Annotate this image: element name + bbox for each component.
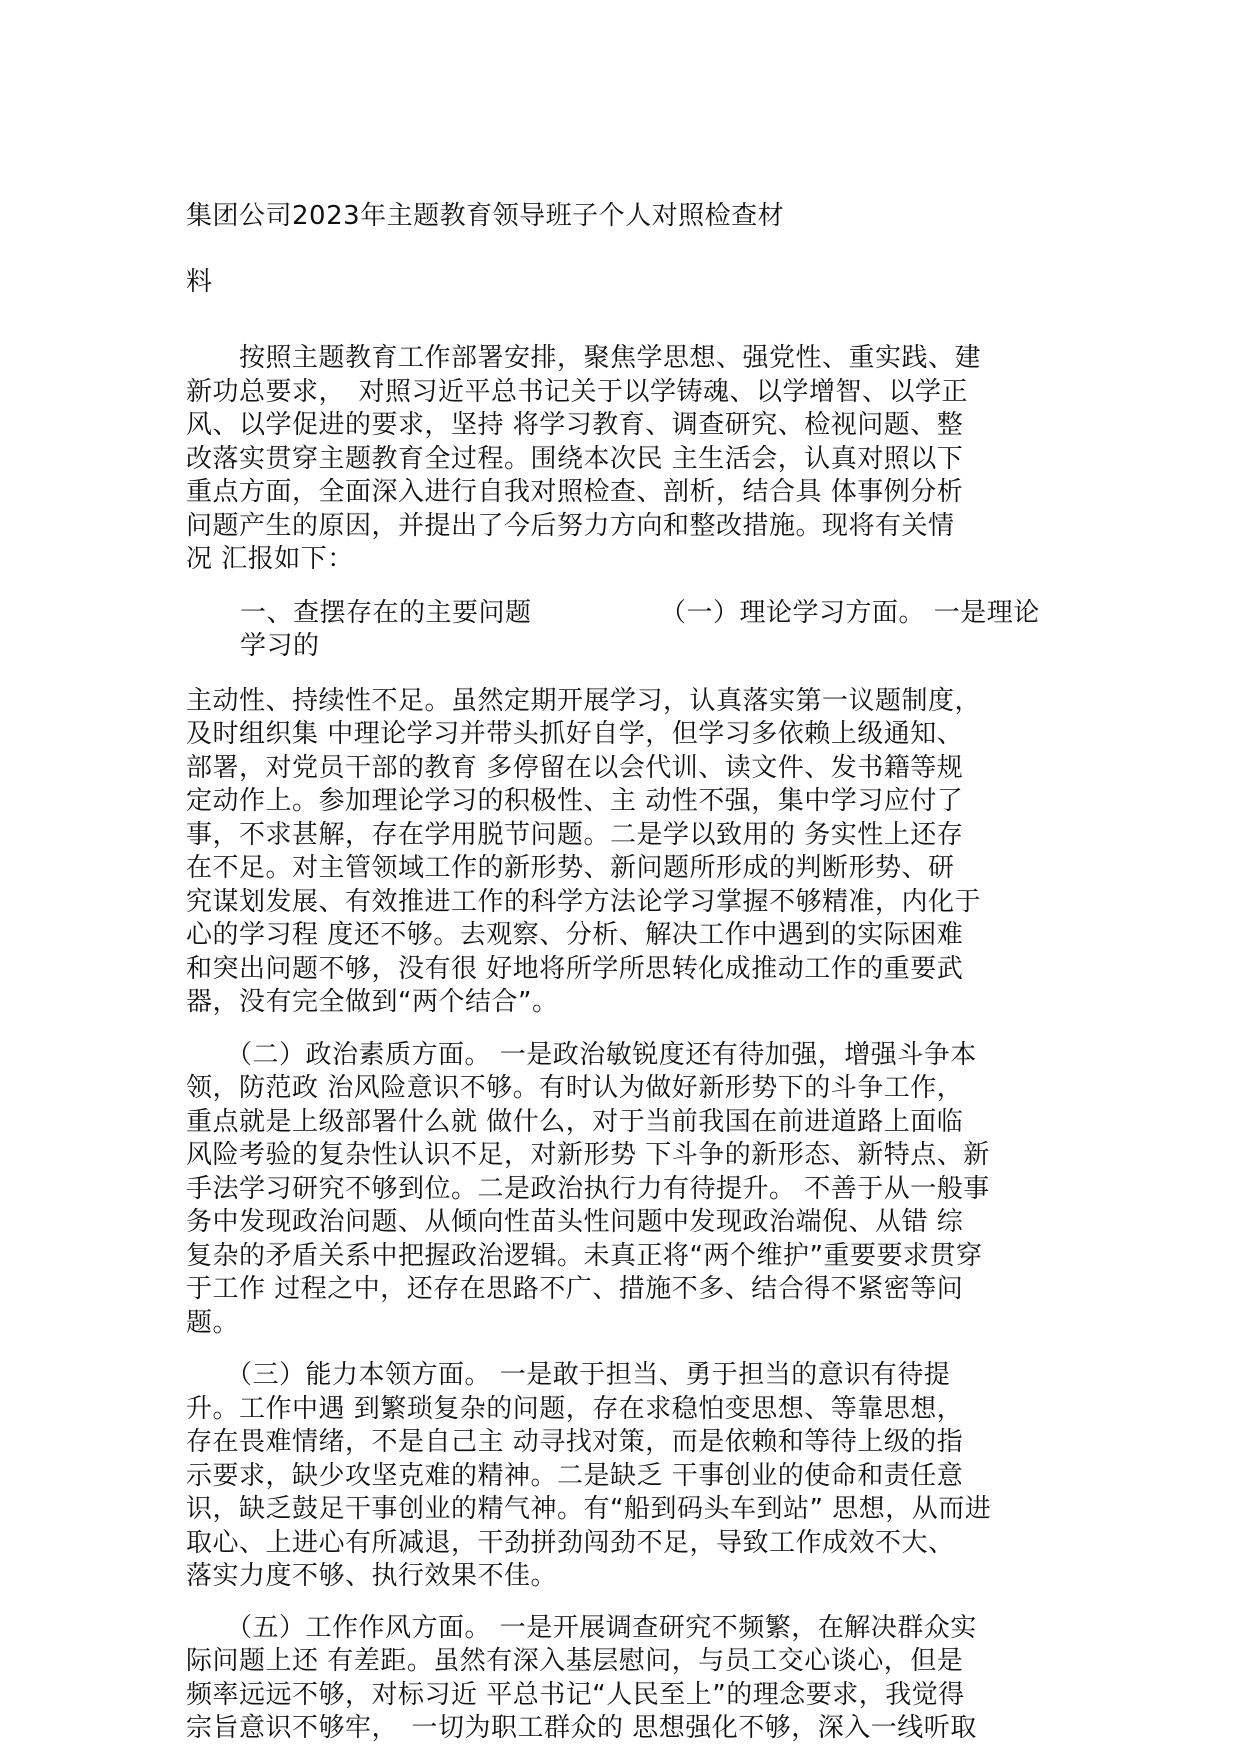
text-line: 领，防范政 治风险意识不够。有时认为做好新形势下的斗争工作， xyxy=(186,1073,964,1103)
text-line: 识，缺乏鼓足干事创业的精气神。有“船到码头车到站” 思想，从而进 xyxy=(186,1494,992,1524)
text-line: 升。工作中遇 到繁琐复杂的问题，存在求稳怕变思想、等靠思想， xyxy=(186,1393,964,1424)
text-line: 手法学习研究不够到位。二是政治执行力有待提升。 不善于从一般事 xyxy=(186,1173,990,1204)
text-line: 问题产生的原因，并提出了今后努力方向和整改措施。现将有关情 xyxy=(186,510,955,541)
text-line: 风、以学促进的要求，坚持 将学习教育、调查研究、检视问题、整 xyxy=(186,410,964,440)
text-line: 示要求，缺少攻坚克难的精神。二是缺乏 干事创业的使命和责任意 xyxy=(186,1460,964,1491)
text-line: 务中发现政治问题、从倾向性苗头性问题中发现政治端倪、从错 综 xyxy=(186,1207,964,1237)
text-line: 风险考验的复杂性认识不足，对新形势 下斗争的新形态、新特点、新 xyxy=(186,1140,990,1170)
text-line: 重点就是上级部署什么就 做什么，对于当前我国在前进道路上面临 xyxy=(186,1106,964,1137)
text-line: 部署，对党员干部的教育 多停留在以会代训、读文件、发书籍等规 xyxy=(186,752,964,783)
text-line: 落实力度不够、执行效果不佳。 xyxy=(186,1561,558,1591)
text-line: 取心、上进心有所减退，干劲拼劲闯劲不足，导致工作成效不大、 xyxy=(186,1527,955,1558)
text-line: 心的学习程 度还不够。去观察、分析、解决工作中遇到的实际困难 xyxy=(186,920,964,950)
text-line: 存在畏难情绪，不是自己主 动寻找对策，而是依赖和等待上级的指 xyxy=(186,1427,964,1457)
section-heading xyxy=(186,597,660,664)
text-line: 究谋划发展、有效推进工作的科学方法论学习掌握不够精准，内化于 xyxy=(186,886,982,917)
text-line: 主动性、持续性不足。虽然定期开展学习，认真落实第一议题制度， xyxy=(186,685,982,716)
theory-study-paragraph xyxy=(186,685,1066,1020)
text-line: 于工作 过程之中，还存在思路不广、措施不多、结合得不紧密等问 xyxy=(186,1274,964,1304)
ability-paragraph xyxy=(186,1359,1066,1594)
document-page xyxy=(186,198,1066,1746)
section-heading-row xyxy=(186,597,1066,664)
text-line: 按照主题教育工作部署安排，聚焦学思想、强党性、重实践、建 xyxy=(186,343,982,373)
intro-paragraph xyxy=(186,342,1066,577)
text-line: 况 汇报如下： xyxy=(186,544,354,574)
subsection-heading: （一）理论学习方面。 一是理论 xyxy=(660,597,1040,628)
text-line: 复杂的矛盾关系中把握政治逻辑。未真正将“两个维护”重要要求贯穿 xyxy=(186,1240,983,1271)
text-line: 频率远远不够，对标习近 平总书记“人民至上”的理念要求，我觉得 xyxy=(186,1679,965,1710)
text-line: 器，没有完全做到“两个结合”。 xyxy=(186,987,559,1017)
text-line: 宗旨意识不够牢， 一切为职工群众的 思想强化不够，深入一线听取 xyxy=(186,1713,977,1743)
text-line: 和突出问题不够，没有很 好地将所学所思转化成推动工作的重要武 xyxy=(186,953,964,984)
document-title-line-2: 料 xyxy=(186,267,213,297)
political-quality-paragraph xyxy=(186,1039,1066,1341)
document-title-line-1: 集团公司2023年主题教育领导班子个人对照检查材 xyxy=(186,201,785,231)
work-style-paragraph xyxy=(186,1612,1066,1746)
text-line: 新功总要求， 对照习近平总书记关于以学铸魂、以学增智、以学正 xyxy=(186,376,969,407)
text-line: （二）政治素质方面。 一是政治敏锐度还有待加强，增强斗争本 xyxy=(186,1039,977,1070)
text-line: 在不足。对主管领域工作的新形势、新问题所形成的判断形势、研 xyxy=(186,853,955,883)
text-line: 事，不求甚解，存在学用脱节问题。二是学以致用的 务实性上还存 xyxy=(186,819,964,850)
text-line: 题。 xyxy=(186,1307,240,1338)
text-line: 定动作上。参加理论学习的积极性、主 动性不强，集中学习应付了 xyxy=(186,786,964,816)
text-line: 改落实贯穿主题教育全过程。围绕本次民 主生活会，认真对照以下 xyxy=(186,443,964,474)
section-heading-text: 一、查摆存在的主要问题 xyxy=(240,597,532,628)
subsection-continuation: 学习的 xyxy=(240,631,320,661)
text-line: 重点方面，全面深入进行自我对照检查、剖析，结合具 体事例分析 xyxy=(186,477,964,507)
text-line: 际问题上还 有差距。虽然有深入基层慰问，与员工交心谈心，但是 xyxy=(186,1646,964,1676)
text-line: 及时组织集 中理论学习并带头抓好自学，但学习多依赖上级通知、 xyxy=(186,719,964,749)
text-line: （三）能力本领方面。 一是敢于担当、勇于担当的意识有待提 xyxy=(186,1360,951,1390)
text-line: （五）工作作风方面。 一是开展调查研究不频繁，在解决群众实 xyxy=(186,1612,977,1643)
